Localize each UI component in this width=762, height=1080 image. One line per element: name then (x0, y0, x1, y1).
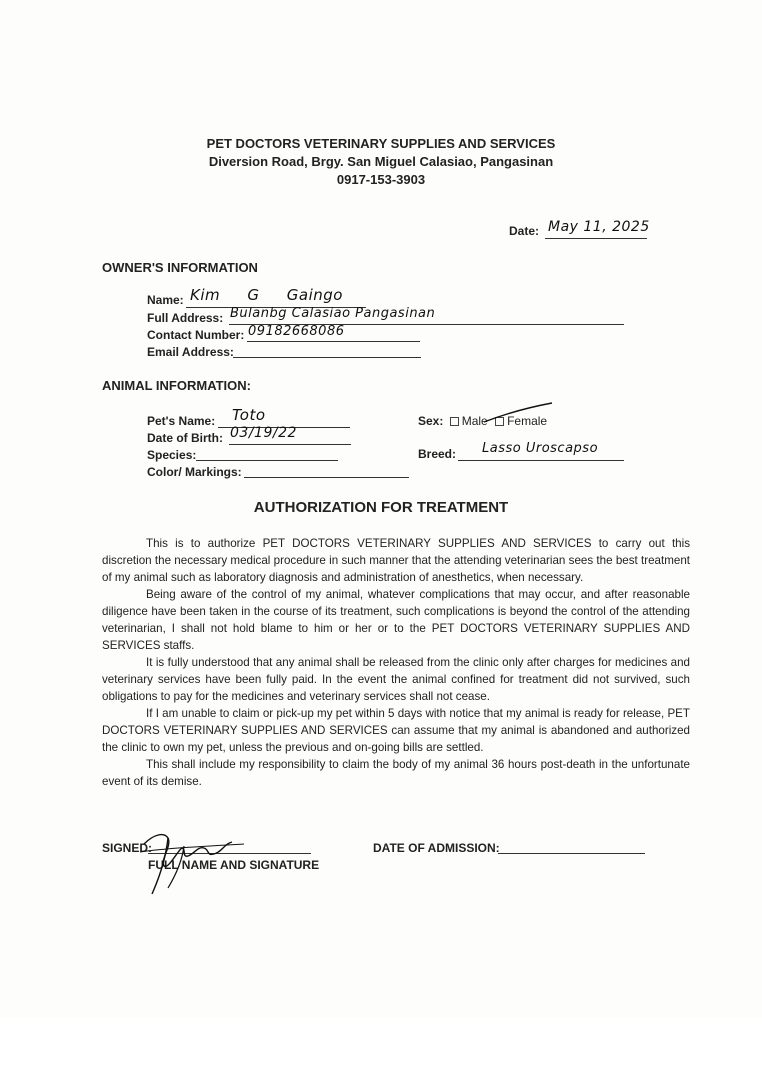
female-label: Female (507, 414, 548, 428)
dob-value[interactable]: 03/19/22 (230, 425, 297, 441)
date-label: Date: (509, 224, 540, 238)
color-markings-line (244, 477, 409, 478)
signed-label: SIGNED: (102, 841, 153, 855)
authorization-paragraph: This is to authorize PET DOCTORS VETERINARY SUPPLIES AND SERVICES to carry out this discretion the necessary medical procedure in such manner that the attending veterinarian sees the best treatment of my animal such as laboratory diagnosis and administration of anesthetics, when necessary. (102, 537, 690, 584)
breed-line (458, 460, 624, 461)
dob-label: Date of Birth: (147, 431, 223, 445)
scan-margin (0, 1018, 762, 1080)
full-name-signature-label: FULL NAME AND SIGNATURE (148, 858, 320, 872)
animal-section-title: ANIMAL INFORMATION: (102, 378, 251, 393)
address-value[interactable]: Bulanbg Calasiao Pangasinan (230, 306, 436, 321)
breed-value[interactable]: Lasso Uroscapso (482, 441, 599, 456)
authorization-body (102, 535, 690, 790)
date-value[interactable]: May 11, 2025 (548, 219, 650, 235)
male-label: Male (461, 414, 488, 428)
company-name: PET DOCTORS VETERINARY SUPPLIES AND SERVICES (206, 136, 556, 151)
address-label: Full Address: (147, 311, 224, 325)
admission-label: DATE OF ADMISSION: (373, 841, 500, 855)
dob-line (229, 444, 351, 445)
contact-line (247, 341, 420, 342)
admission-line (498, 853, 645, 854)
female-check-mark (480, 400, 560, 426)
email-line (233, 357, 421, 358)
authorization-paragraph: This shall include my responsibility to claim the body of my animal 36 hours post-death in the unfortunate event of its demise. (102, 758, 690, 788)
contact-value[interactable]: 09182668086 (248, 324, 345, 339)
species-line (196, 460, 338, 461)
male-checkbox[interactable] (450, 417, 459, 426)
contact-label: Contact Number: (147, 328, 245, 342)
species-label: Species: (147, 448, 197, 462)
handwritten-signature[interactable] (138, 826, 248, 898)
company-address: Diversion Road, Brgy. San Miguel Calasiao, Pangasinan (208, 154, 554, 169)
authorization-paragraph: If I am unable to claim or pick-up my pet within 5 days with notice that my animal is ready for release, PET DOCTORS VETERINARY SUPPLIES AND SERVICES can assume that my animal is abandoned and authorized the clinic to own my pet, unless the previous and on-going bills are settled. (102, 707, 690, 754)
date-line (545, 238, 647, 239)
owner-name-label: Name: (147, 293, 184, 307)
color-markings-label: Color/ Markings: (147, 465, 242, 479)
sex-label: Sex: (418, 414, 444, 428)
authorization-paragraph: It is fully understood that any animal shall be released from the clinic only after charges for medicines and veterinary services have been fully paid. In the event the animal confined for treatment did not survived, such obligations to pay for the medicines and veterinary services shall not cease. (102, 656, 690, 703)
email-label: Email Address: (147, 345, 234, 359)
breed-label: Breed: (418, 447, 457, 461)
owner-section-title: OWNER'S INFORMATION (102, 260, 258, 275)
pet-name-value[interactable]: Toto (232, 406, 266, 424)
authorization-paragraph: Being aware of the control of my animal, whatever complications that may occur, and after reasonable diligence have been taken in the course of its treatment, such complications is beyond the control of the attending veterinarian, I shall not hold blame to him or her or to the PET DOCTORS VETERINARY SUPPLIES AND SERVICES staffs. (102, 588, 690, 652)
company-phone: 0917-153-3903 (336, 172, 426, 187)
owner-name-value[interactable]: Kim G Gaingo (190, 286, 343, 304)
authorization-title: AUTHORIZATION FOR TREATMENT (253, 499, 509, 516)
pet-name-label: Pet's Name: (147, 414, 216, 428)
